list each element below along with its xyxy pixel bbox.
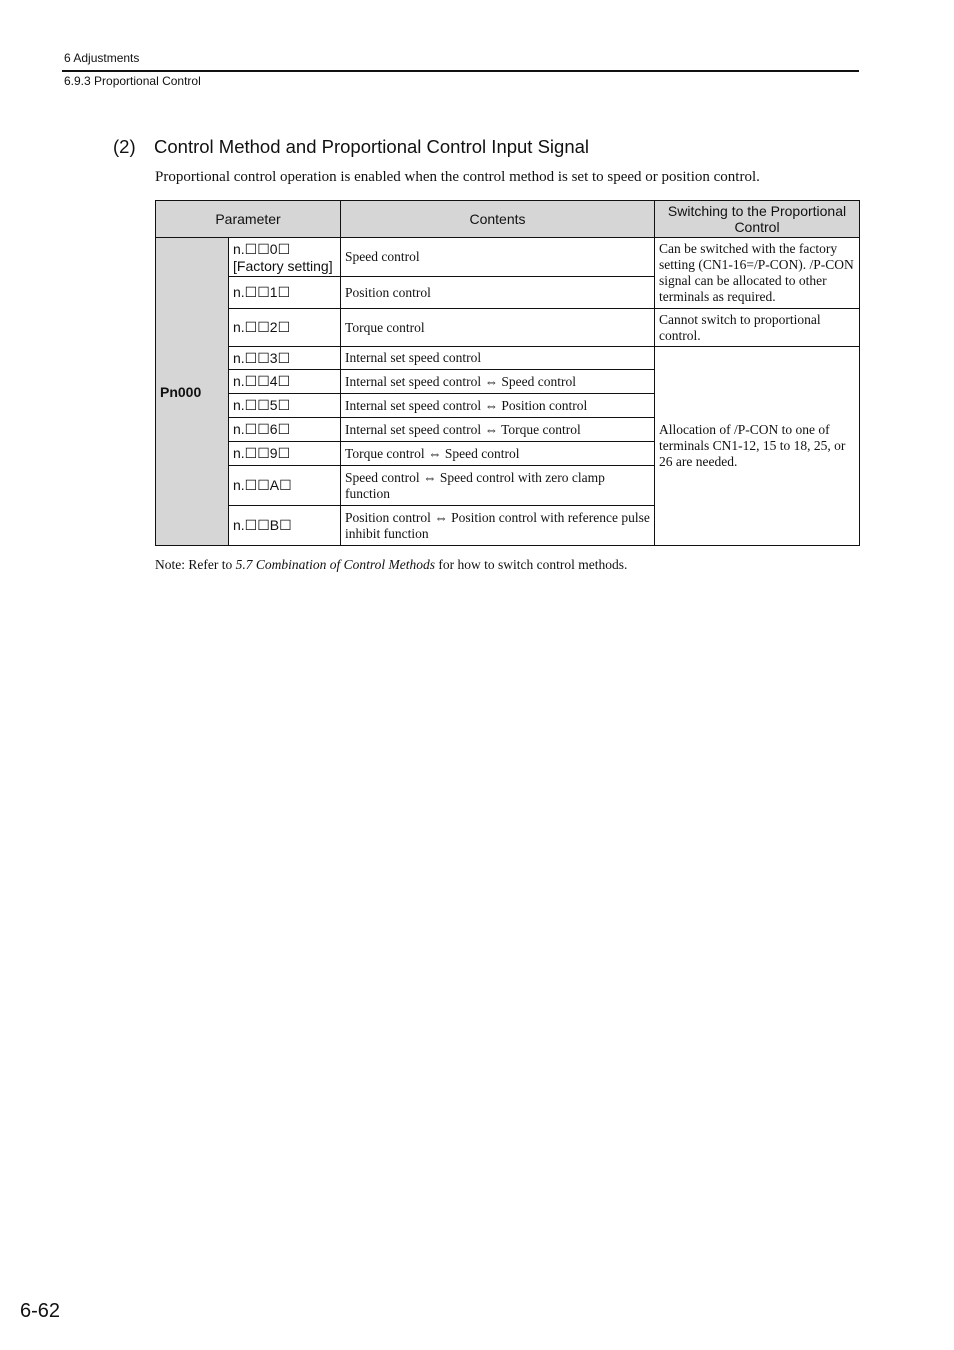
contents-cell: Position control: [341, 277, 655, 309]
code-cell: n.☐☐9☐: [229, 442, 341, 466]
heading-title: Control Method and Proportional Control Input Signal: [154, 136, 590, 157]
note-reference: 5.7 Combination of Control Methods: [235, 557, 435, 572]
code-cell: n.☐☐6☐: [229, 418, 341, 442]
switching-cell-factory: Can be switched with the factory setting (CN1-16=/P-CON). /P-CON signal can be allocated to other terminals as required.: [655, 238, 860, 309]
switching-cell-allocation: Allocation of /P-CON to one of terminals CN1-12, 15 to 18, 25, or 26 are needed.: [655, 347, 860, 546]
contents-cell: Speed control ⇔ Speed control with zero clamp function: [341, 466, 655, 506]
code-cell: [229, 238, 341, 277]
code-cell: n.☐☐2☐: [229, 309, 341, 347]
note-prefix: Note: Refer to: [155, 557, 236, 572]
code-value: n.☐☐0☐: [233, 240, 291, 257]
table-row: [156, 309, 860, 347]
contents-cell: Torque control ⇔ Speed control: [341, 442, 655, 466]
header-parameter: Parameter: [156, 201, 341, 238]
table-header-row: [156, 201, 860, 238]
contents-cell: Position control ⇔ Position control with reference pulse inhibit function: [341, 506, 655, 546]
code-cell: n.☐☐1☐: [229, 277, 341, 309]
contents-cell: Internal set speed control ⇔ Speed control: [341, 370, 655, 394]
code-cell: n.☐☐B☐: [229, 506, 341, 546]
param-name-cell: Pn000: [156, 238, 229, 546]
table-row: [156, 347, 860, 370]
running-header-section: 6.9.3 Proportional Control: [64, 74, 201, 88]
header-contents: Contents: [341, 201, 655, 238]
contents-cell: Internal set speed control: [341, 347, 655, 370]
code-cell: n.☐☐A☐: [229, 466, 341, 506]
code-cell: n.☐☐4☐: [229, 370, 341, 394]
table-note: [155, 557, 627, 573]
contents-cell: Torque control: [341, 309, 655, 347]
page-number: 6-62: [20, 1300, 61, 1322]
section-heading: [113, 136, 589, 158]
code-cell: n.☐☐3☐: [229, 347, 341, 370]
header-switching: Switching to the Proportional Control: [655, 201, 860, 238]
note-suffix: for how to switch control methods.: [435, 557, 628, 572]
switching-cell-torque: Cannot switch to proportional control.: [655, 309, 860, 347]
contents-cell: Internal set speed control ⇔ Torque control: [341, 418, 655, 442]
contents-cell: Speed control: [341, 238, 655, 277]
running-header-chapter: 6 Adjustments: [64, 51, 140, 65]
contents-cell: Internal set speed control ⇔ Position control: [341, 394, 655, 418]
code-cell: n.☐☐5☐: [229, 394, 341, 418]
parameter-table: [155, 200, 860, 546]
code-note: [Factory setting]: [233, 257, 333, 274]
heading-number: (2): [113, 136, 136, 157]
table-row: [156, 238, 860, 277]
intro-paragraph: Proportional control operation is enabled when the control method is set to speed or position control.: [155, 169, 760, 185]
header-rule: [62, 70, 859, 72]
